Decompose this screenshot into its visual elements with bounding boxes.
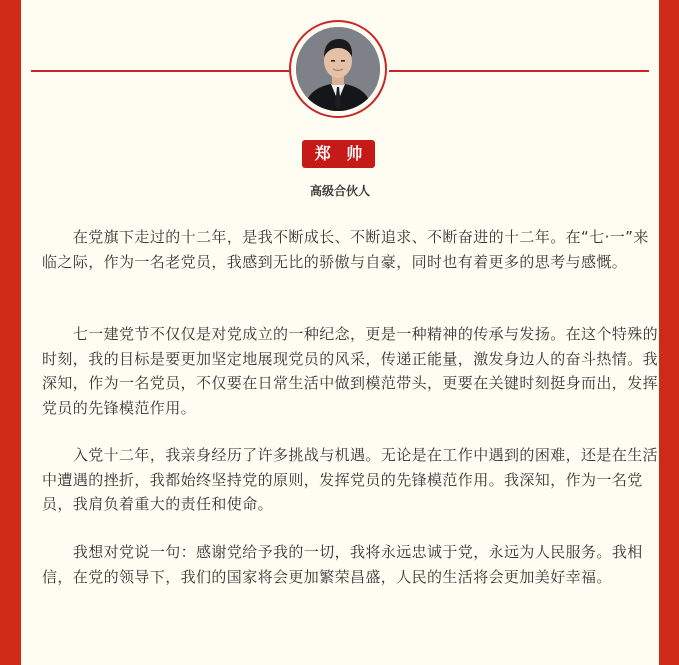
paragraph-1 <box>42 225 662 274</box>
avatar-frame <box>289 20 387 118</box>
paragraph-indent <box>42 543 73 561</box>
paragraph-indent <box>42 325 73 343</box>
paragraph-3 <box>42 443 662 517</box>
paragraph-text: 我想对党说一句：感谢党给予我的一切，我将永远忠诚于党，永远为人民服务。我相信，在党的领导下，我们的国家将会更加繁荣昌盛，人民的生活将会更加美好幸福。 <box>42 543 643 586</box>
name-badge: 郑 帅 <box>302 140 375 168</box>
paragraph-2 <box>42 322 662 420</box>
paragraph-text: 七一建党节不仅仅是对党成立的一种纪念，更是一种精神的传承与发扬。在这个特殊的时刻，我的目标是要更加坚定地展现党员的风采，传递正能量，激发身边人的奋斗热情。我深知，作为一名党员，不仅要在日常生活中做到模范带头，更要在关键时刻挺身而出，发挥党员的先锋模范作用。 <box>42 325 659 417</box>
job-title: 高级合伙人 <box>309 184 370 198</box>
left-red-border <box>0 0 21 665</box>
paragraph-indent <box>42 228 73 246</box>
avatar <box>296 27 380 111</box>
paragraph-4 <box>42 540 662 589</box>
right-red-border <box>659 0 679 665</box>
paragraph-text: 入党十二年，我亲身经历了许多挑战与机遇。无论是在工作中遇到的困难，还是在生活中遭遇的挫折，我都始终坚持党的原则，发挥党员的先锋模范作用。我深知，作为一名党员，我肩负着重大的责任和使命。 <box>42 446 659 513</box>
paragraph-text: 在党旗下走过的十二年，是我不断成长、不断追求、不断奋进的十二年。在“七·一”来临之际，作为一名老党员，我感到无比的骄傲与自豪，同时也有着更多的思考与感慨。 <box>42 228 649 271</box>
profile-card <box>21 0 659 665</box>
header-divider-left <box>31 70 299 72</box>
portrait-photo <box>296 27 380 111</box>
header-divider-right <box>389 70 649 72</box>
paragraph-indent <box>42 446 73 464</box>
